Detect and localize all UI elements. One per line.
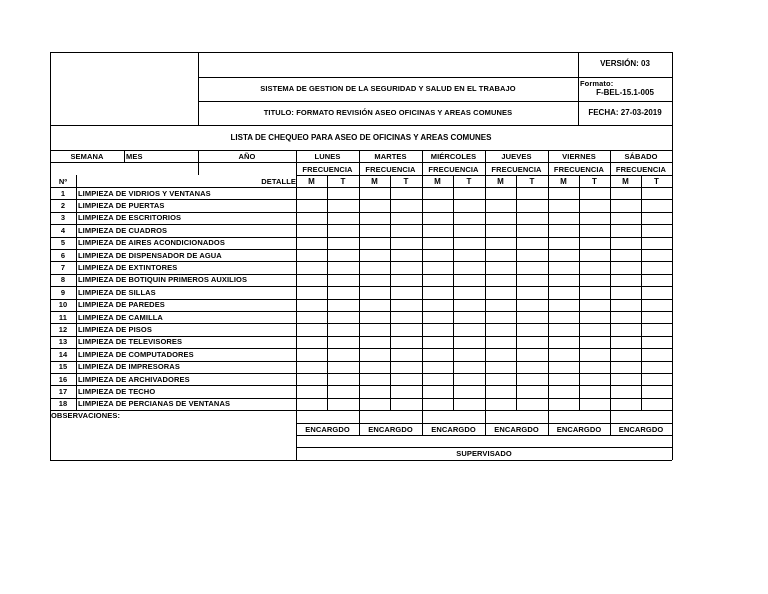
shift-m-1: M xyxy=(371,176,378,186)
mes-label: MES xyxy=(126,152,143,161)
grid-line xyxy=(641,175,642,410)
system-title: SISTEMA DE GESTION DE LA SEGURIDAD Y SALUD EN EL TRABAJO xyxy=(260,84,516,93)
day-header-5: SÁBADO xyxy=(624,152,658,161)
item-number: 7 xyxy=(60,262,66,272)
item-label: LIMPIEZA DE SILLAS xyxy=(78,287,156,297)
shift-t-2: T xyxy=(466,176,472,186)
item-number: 11 xyxy=(58,312,68,322)
item-label: LIMPIEZA DE ARCHIVADORES xyxy=(78,374,190,384)
day-header-1: MARTES xyxy=(374,152,407,161)
checklist-subtitle: LISTA DE CHEQUEO PARA ASEO DE OFICINAS Y AREAS COMUNES xyxy=(230,133,492,142)
item-label: LIMPIEZA DE PISOS xyxy=(78,324,152,334)
item-label: LIMPIEZA DE PUERTAS xyxy=(78,200,165,210)
semana-label: SEMANA xyxy=(70,152,104,161)
format-label: Formato: xyxy=(580,79,614,88)
shift-t-0: T xyxy=(340,176,346,186)
encargado-label-3: ENCARGDO xyxy=(494,424,539,434)
shift-t-1: T xyxy=(403,176,409,186)
item-label: LIMPIEZA DE VIDRIOS Y VENTANAS xyxy=(78,188,211,198)
item-label: LIMPIEZA DE AIRES ACONDICIONADOS xyxy=(78,238,225,248)
encargado-label-1: ENCARGDO xyxy=(368,424,413,434)
item-label: LIMPIEZA DE COMPUTADORES xyxy=(78,349,194,359)
grid-line xyxy=(50,125,672,126)
number-header: Nº xyxy=(58,176,68,186)
item-number: 5 xyxy=(60,238,66,248)
grid-line xyxy=(359,150,360,410)
day-header-3: JUEVES xyxy=(501,152,532,161)
observations-label: OBSERVACIONES: xyxy=(51,411,121,420)
frequency-header-3: FRECUENCIA xyxy=(491,164,542,174)
frequency-header-0: FRECUENCIA xyxy=(302,164,353,174)
grid-line xyxy=(198,101,672,102)
item-number: 15 xyxy=(58,362,68,372)
supervisado-label: SUPERVISADO xyxy=(456,448,512,458)
item-number: 4 xyxy=(60,225,66,235)
shift-t-4: T xyxy=(592,176,597,186)
item-number: 10 xyxy=(58,300,68,310)
item-number: 18 xyxy=(58,399,68,409)
item-label: LIMPIEZA DE TECHO xyxy=(78,386,156,396)
frequency-header-5: FRECUENCIA xyxy=(615,164,667,174)
shift-m-4: M xyxy=(560,176,567,186)
grid-line xyxy=(296,150,297,410)
item-label: LIMPIEZA DE PERCIANAS DE VENTANAS xyxy=(78,399,231,409)
grid-line xyxy=(422,150,423,410)
grid-line xyxy=(548,150,549,410)
item-number: 3 xyxy=(60,213,66,223)
day-header-0: LUNES xyxy=(314,152,341,161)
item-number: 17 xyxy=(58,386,68,396)
item-number: 2 xyxy=(60,200,66,210)
grid-line xyxy=(610,150,611,410)
item-number: 14 xyxy=(58,349,68,359)
grid-line xyxy=(76,175,77,410)
grid-line xyxy=(579,175,580,410)
encargado-label-0: ENCARGDO xyxy=(305,424,350,434)
item-label: LIMPIEZA DE PAREDES xyxy=(78,300,165,310)
format-code: F-BEL-15.1-005 xyxy=(596,88,654,97)
shift-m-5: M xyxy=(622,176,629,186)
item-number: 8 xyxy=(60,275,66,285)
encargado-label-4: ENCARGDO xyxy=(556,424,602,434)
day-header-4: VIERNES xyxy=(562,152,596,161)
grid-line xyxy=(516,175,517,410)
encargado-label-5: ENCARGDO xyxy=(618,424,664,434)
item-label: LIMPIEZA DE CUADROS xyxy=(78,225,168,235)
item-label: LIMPIEZA DE DISPENSADOR DE AGUA xyxy=(78,250,222,260)
shift-t-5: T xyxy=(654,176,659,186)
frequency-header-4: FRECUENCIA xyxy=(553,164,605,174)
item-number: 13 xyxy=(58,337,68,347)
date-label: FECHA: 27-03-2019 xyxy=(588,108,662,117)
anio-label: AÑO xyxy=(238,152,256,161)
grid-line xyxy=(453,175,454,410)
shift-m-3: M xyxy=(497,176,504,186)
grid-line xyxy=(327,175,328,410)
shift-t-3: T xyxy=(529,176,535,186)
grid-line xyxy=(50,460,672,461)
encargado-label-2: ENCARGDO xyxy=(431,424,476,434)
document-title: TITULO: FORMATO REVISIÓN ASEO OFICINAS Y AREAS COMUNES xyxy=(263,108,513,117)
shift-m-0: M xyxy=(308,176,315,186)
frequency-header-2: FRECUENCIA xyxy=(428,164,479,174)
item-label: LIMPIEZA DE IMPRESORAS xyxy=(78,362,180,372)
shift-m-2: M xyxy=(434,176,441,186)
grid-line xyxy=(485,150,486,410)
item-number: 6 xyxy=(60,250,66,260)
item-number: 12 xyxy=(58,324,68,334)
day-header-2: MIÉRCOLES xyxy=(430,152,477,161)
item-label: LIMPIEZA DE ESCRITORIOS xyxy=(78,213,182,223)
grid-line xyxy=(124,150,125,162)
item-number: 16 xyxy=(58,374,68,384)
item-label: LIMPIEZA DE CAMILLA xyxy=(78,312,163,322)
item-number: 9 xyxy=(60,287,66,297)
grid-line xyxy=(672,150,673,410)
grid-line xyxy=(390,175,391,410)
frequency-header-1: FRECUENCIA xyxy=(365,164,416,174)
item-label: LIMPIEZA DE EXTINTORES xyxy=(78,262,178,272)
detail-header: DETALLE xyxy=(261,176,296,186)
version-label: VERSIÓN: 03 xyxy=(600,59,650,68)
item-label: LIMPIEZA DE BOTIQUIN PRIMEROS AUXILIOS xyxy=(78,275,248,285)
item-label: LIMPIEZA DE TELEVISORES xyxy=(78,337,183,347)
item-number: 1 xyxy=(60,188,66,198)
